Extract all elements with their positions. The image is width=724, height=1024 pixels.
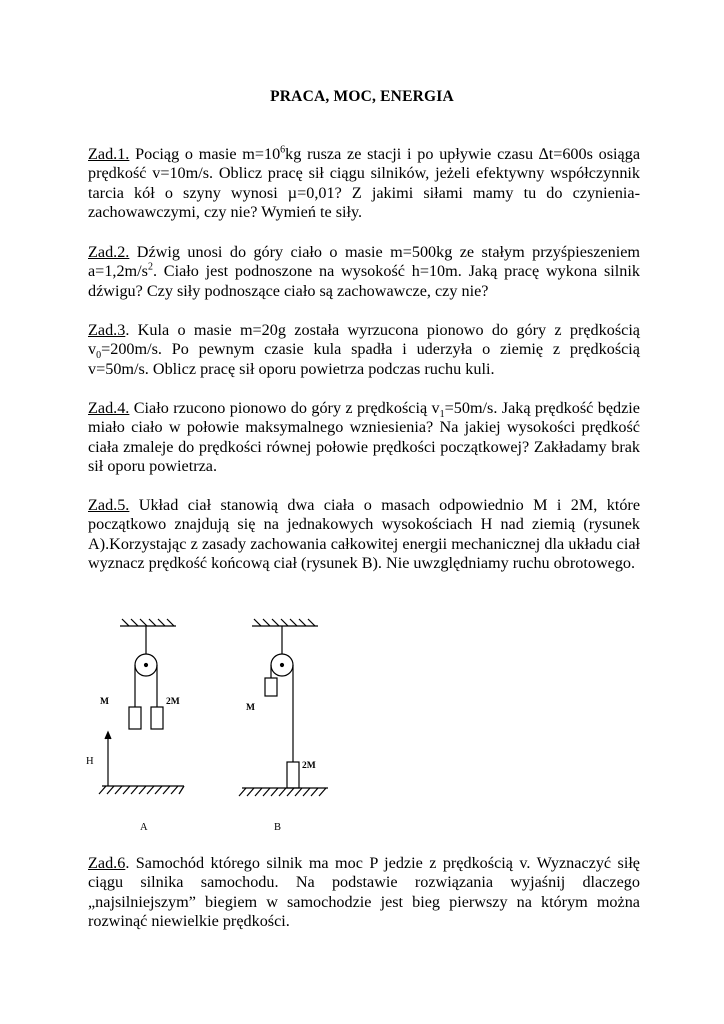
task-5-text: Układ ciał stanowią dwa ciała o masach odpowiednio M i 2M, które początkowo znajdują się na jednakowych wysokościach H nad ziemią (rysunek A).Korzystając z zasady zachowania całkowitej energii mechanicznej dla układu ciał wyznacz prędkość końcową ciał (rysunek B). Nie uwzględniamy ruchu obrotowego. bbox=[88, 496, 640, 573]
task-4 bbox=[88, 399, 640, 477]
task-2-text-start: Dźwig unosi do góry ciało o masie m=500kg ze stałym przyśpieszeniem a=1,2m/s bbox=[88, 243, 640, 281]
pulley-diagram bbox=[84, 608, 346, 840]
task-2-label: Zad.2. bbox=[88, 243, 130, 261]
task-5 bbox=[88, 496, 640, 574]
caption-a: A bbox=[140, 822, 148, 833]
ground-a bbox=[99, 786, 184, 794]
task-4-subscript: 1 bbox=[439, 409, 445, 421]
label-b-mass-m: M bbox=[246, 703, 255, 713]
task-2 bbox=[88, 243, 640, 301]
mass-b-right bbox=[287, 762, 299, 788]
pulley-figure bbox=[84, 608, 346, 840]
label-b-mass-2m: 2M bbox=[302, 761, 316, 771]
task-3-text-start: . Kula o masie m=20g została wyrzucona pionowo do góry z prędkością v bbox=[88, 321, 640, 359]
task-3-label: Zad.3 bbox=[88, 321, 126, 339]
task-2-text-end: . Ciało jest podnoszone na wysokość h=10m. Jaką pracę wykona silnik dźwigu? Czy siły podnoszące ciało są zachowawcze, czy nie? bbox=[88, 262, 640, 300]
mass-a-right bbox=[151, 707, 163, 729]
task-3-text-end: =200m/s. Po pewnym czasie kula spadła i uderzyła o ziemię z prędkością v=50m/s. Oblicz pracę sił oporu powietrza podczas ruchu kuli. bbox=[88, 340, 640, 378]
height-arrow bbox=[105, 732, 111, 786]
task-5-label: Zad.5. bbox=[88, 496, 130, 514]
page-title: PRACA, MOC, ENERGIA bbox=[270, 88, 454, 105]
label-a-height: H bbox=[86, 756, 94, 767]
task-1 bbox=[88, 145, 640, 223]
task-1-text-end: kg rusza ze stacji i po upływie czasu ∆t=600s osiąga prędkość v=10m/s. Oblicz pracę sił ciągu silników, jeżeli efektywny współczynnik tarcia kół o szyny wynosi µ=0,01? Z jakimi siłami mamy tu do czynienia- zachowawczymi, czy nie? Wymień te siły. bbox=[88, 145, 640, 222]
mass-b-left bbox=[265, 678, 277, 696]
task-1-exponent: 6 bbox=[280, 144, 286, 156]
mass-a-left bbox=[129, 707, 141, 729]
task-2-exponent: 2 bbox=[147, 262, 153, 274]
task-4-text-end: =50m/s. Jaką prędkość będzie miało ciało w połowie maksymalnego wzniesienia? Na jakiej wysokości prędkość ciała zmaleje do prędkości równej połowie prędkości początkowej? Zakładamy brak sił oporu powietrza. bbox=[88, 399, 640, 476]
task-6-text: . Samochód którego silnik ma moc P jedzie z prędkością v. Wyznaczyć siłę ciągu silnika samochodu. Na podstawie rozwiązania wyjaśnij dlaczego „najsilniejszym” biegiem w samochodzie jest bieg pierwszy na którym można rozwinąć niewielkie prędkości. bbox=[88, 854, 640, 931]
task-3-subscript: 0 bbox=[96, 350, 102, 362]
task-6 bbox=[88, 854, 640, 932]
task-1-text-start: Pociąg o masie m=10 bbox=[129, 145, 281, 163]
task-1-label: Zad.1. bbox=[88, 145, 130, 163]
task-4-label: Zad.4. bbox=[88, 399, 130, 417]
ceiling-b bbox=[252, 619, 318, 626]
task-3 bbox=[88, 321, 640, 379]
ceiling-a bbox=[120, 619, 176, 626]
ground-b bbox=[239, 788, 328, 796]
task-6-label: Zad.6 bbox=[88, 854, 126, 872]
task-4-text-start: Ciało rzucono pionowo do góry z prędkością v bbox=[129, 399, 440, 417]
caption-b: B bbox=[274, 822, 282, 833]
label-a-mass-2m: 2M bbox=[166, 697, 180, 707]
label-a-mass-m: M bbox=[100, 697, 109, 707]
